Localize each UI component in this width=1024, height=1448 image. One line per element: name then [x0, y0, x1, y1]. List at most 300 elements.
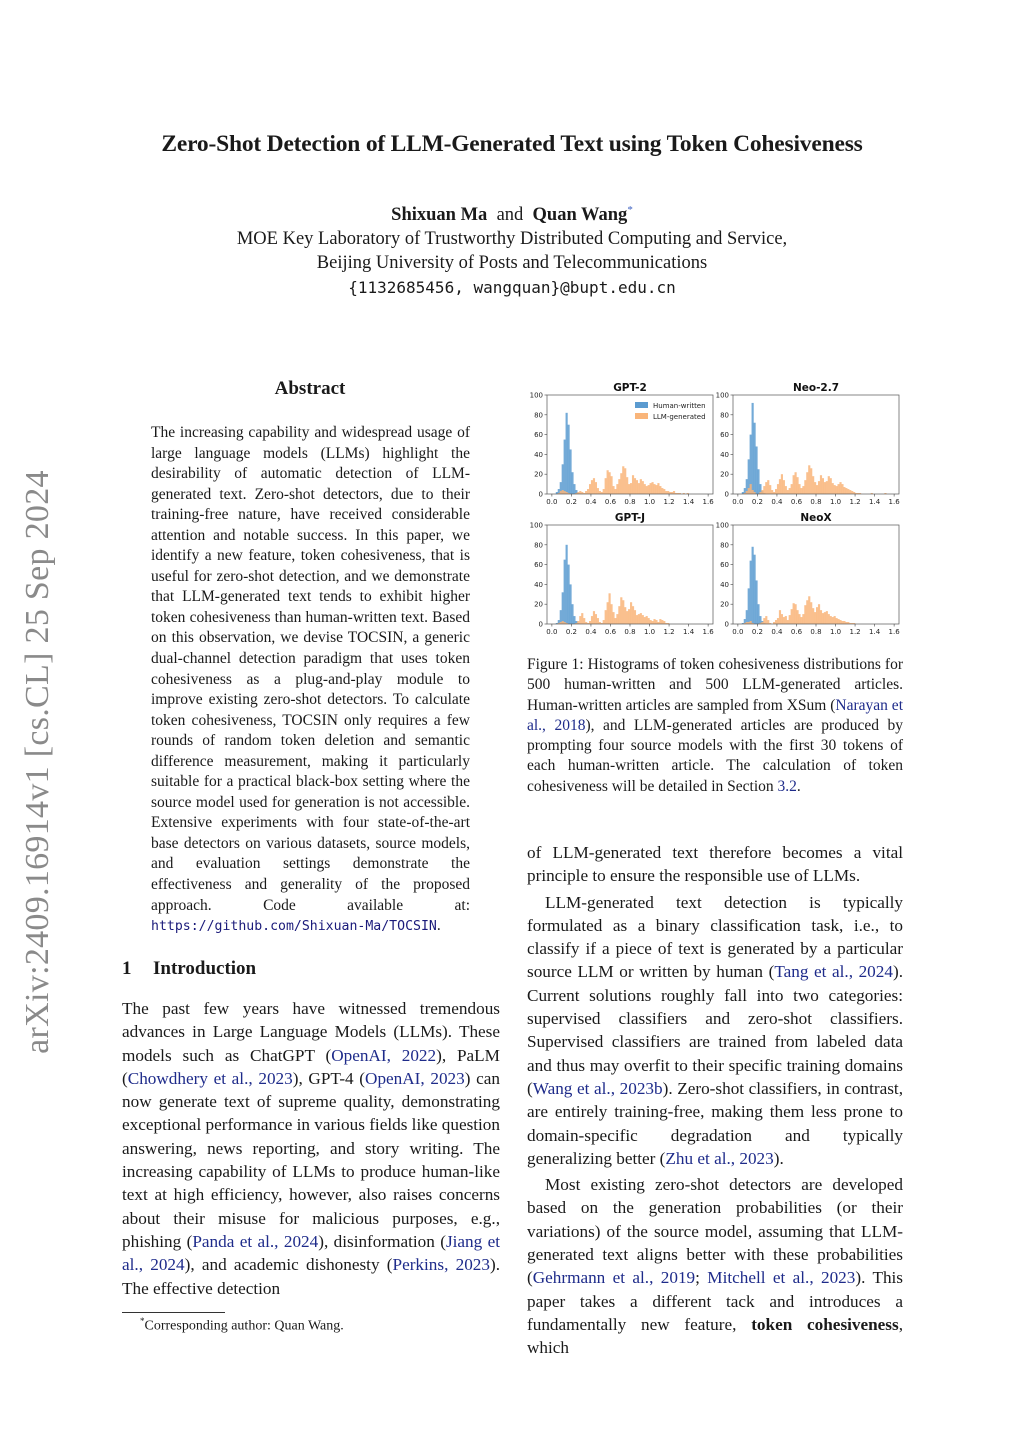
histogram-bar — [638, 483, 640, 494]
histogram-bar — [824, 482, 826, 494]
histogram-bar — [828, 476, 830, 494]
histogram-bar — [634, 610, 636, 624]
histogram-bar — [765, 482, 767, 494]
x-tick-label: 0.8 — [810, 628, 822, 636]
histogram-bar — [757, 469, 759, 494]
x-tick-label: 1.6 — [888, 628, 900, 636]
body-text: ). This paper takes a different tack and introduces a fundamentally new feature, — [527, 1268, 903, 1334]
citation-link[interactable]: Wang et al., 2023b — [532, 1078, 663, 1098]
histogram-bar — [754, 555, 756, 624]
x-tick-label: 1.4 — [869, 628, 881, 636]
histogram-bar — [628, 609, 630, 624]
histogram-bar — [746, 610, 748, 624]
body-text: Most existing zero-shot detectors are developed based on the generation probabilities (or their variations) of the source model, assuming that LLM-generated text aligns better with these probabilities ( — [527, 1175, 903, 1288]
histogram-bar — [650, 620, 652, 624]
figure-1-caption — [527, 655, 903, 797]
histogram-bar — [642, 615, 644, 624]
histogram-bar — [836, 618, 838, 624]
histogram-bar — [595, 614, 597, 624]
histogram-bar — [796, 477, 798, 494]
histogram-bar — [843, 487, 845, 494]
histogram-bar — [614, 489, 616, 494]
caption-text: Figure 1: Histograms of token cohesiveness distributions for 500 human-written and 500 LLM-generated articles. Human-written articles are sampled from XSum ( — [527, 656, 903, 714]
histogram-bar — [748, 588, 750, 624]
histogram-bar — [560, 491, 562, 494]
histogram-bar — [651, 621, 653, 624]
y-tick-label: 100 — [529, 521, 543, 530]
x-tick-label: 0.4 — [771, 498, 783, 506]
chart-title: GPT-2 — [613, 382, 647, 394]
author-emails: {1132685456, wangquan}@bupt.edu.cn — [348, 278, 676, 297]
histogram-bar — [581, 613, 583, 624]
paragraph — [527, 891, 903, 1171]
introduction-paragraph — [122, 997, 500, 1300]
histogram-bar — [589, 484, 591, 494]
histogram-bar — [759, 616, 761, 624]
histogram-bar — [616, 484, 618, 494]
histogram-bar — [636, 615, 638, 624]
histogram-panel — [530, 382, 715, 506]
histogram-bar — [765, 616, 767, 624]
y-tick-label: 80 — [720, 411, 729, 420]
x-tick-label: 1.2 — [663, 628, 675, 636]
histogram-bar — [610, 476, 612, 494]
histogram-bar — [789, 488, 791, 494]
x-tick-label: 1.0 — [829, 628, 842, 636]
histogram-bar — [785, 486, 787, 494]
histogram-bar — [566, 545, 568, 624]
histogram-bar — [746, 491, 748, 494]
histogram-bar — [808, 596, 810, 624]
x-tick-label: 1.6 — [888, 498, 900, 506]
histogram-bar — [661, 488, 663, 494]
histogram-bar — [814, 482, 816, 494]
figure-1-histograms — [527, 378, 903, 640]
citation-link[interactable]: OpenAI, 2023 — [365, 1068, 465, 1088]
histogram-bar — [841, 484, 843, 494]
histogram-bar — [663, 489, 665, 494]
abstract-heading: Abstract — [274, 378, 346, 399]
histogram-bar — [620, 597, 622, 624]
histogram-bar — [564, 491, 566, 494]
x-tick-label: 0.0 — [546, 628, 558, 636]
histogram-bar — [564, 440, 566, 494]
histogram-bar — [787, 490, 789, 494]
histogram-bar — [752, 490, 754, 494]
histogram-bar — [830, 616, 832, 624]
histogram-bar — [843, 621, 845, 624]
histogram-bar — [804, 480, 806, 494]
histogram-bar — [667, 491, 669, 494]
histogram-bar — [767, 480, 769, 494]
histogram-bar — [650, 483, 652, 494]
histogram-bar — [573, 616, 575, 624]
histogram-bar — [802, 486, 804, 494]
histogram-bar — [822, 613, 824, 624]
x-tick-label: 1.4 — [683, 498, 695, 506]
y-tick-label: 0 — [538, 490, 543, 499]
affiliation-line: MOE Key Laboratory of Trustworthy Distributed Computing and Service, — [236, 229, 788, 249]
x-tick-label: 1.4 — [683, 628, 695, 636]
histogram-bar — [644, 484, 646, 494]
histogram-bar — [837, 484, 839, 494]
citation-link[interactable]: Zhu et al., 2023 — [665, 1148, 774, 1168]
y-tick-label: 100 — [715, 391, 729, 400]
histogram-bar — [793, 475, 795, 494]
y-tick-label: 0 — [724, 620, 729, 629]
histogram-bar — [610, 604, 612, 624]
legend-swatch — [635, 413, 648, 419]
histogram-bar — [640, 479, 642, 494]
histogram-bar — [605, 478, 607, 494]
x-tick-label: 0.6 — [790, 498, 803, 506]
histogram-bar — [836, 486, 838, 494]
histogram-bar — [632, 475, 634, 494]
x-tick-label: 0.8 — [810, 498, 822, 506]
histogram-bar — [655, 620, 657, 624]
body-text: ). Zero-shot classifiers, in contrast, are entirely training-free, making them less prone to domain-specific degradation and typically generalizing better ( — [527, 1078, 903, 1168]
right-column-body — [527, 841, 903, 1360]
histogram-bar — [607, 470, 609, 494]
histogram-bar — [663, 621, 665, 624]
histogram-bar — [804, 605, 806, 624]
histogram-bar — [653, 484, 655, 494]
histogram-bar — [820, 475, 822, 494]
histogram-bar — [828, 614, 830, 624]
citation-link[interactable]: Perkins, 2023 — [392, 1255, 490, 1275]
histogram-bar — [618, 606, 620, 624]
y-tick-label: 80 — [534, 411, 543, 420]
histogram-bar — [673, 491, 675, 494]
histogram-bar — [754, 423, 756, 494]
histogram-bar — [569, 449, 571, 494]
histogram-bar — [777, 618, 779, 624]
histogram-bar — [783, 617, 785, 624]
histogram-bar — [779, 479, 781, 494]
footnote-marker-link[interactable]: * — [627, 204, 633, 216]
histogram-bar — [750, 561, 752, 624]
histogram-bar — [571, 472, 573, 494]
histogram-bar — [777, 484, 779, 494]
x-tick-label: 0.8 — [624, 498, 636, 506]
citation-link[interactable]: Jiang et al., 2024 — [122, 1231, 500, 1275]
histogram-bar — [562, 621, 564, 624]
author-name: Shixuan Ma — [391, 205, 488, 226]
histogram-bar — [568, 425, 570, 494]
histogram-bar — [591, 616, 593, 624]
y-tick-label: 40 — [534, 580, 543, 589]
histogram-bar — [618, 479, 620, 494]
histogram-bar — [779, 610, 781, 624]
histogram-bar — [583, 618, 585, 624]
histogram-bar — [568, 565, 570, 624]
y-tick-label: 20 — [534, 600, 543, 609]
histogram-bar — [597, 618, 599, 624]
histogram-bar — [634, 478, 636, 494]
x-tick-label: 0.6 — [790, 628, 803, 636]
footnote-marker: * — [140, 1316, 145, 1326]
histogram-bar — [812, 608, 814, 624]
histogram-bar — [767, 620, 769, 624]
y-tick-label: 100 — [529, 391, 543, 400]
footnote-text: Corresponding author: Quan Wang. — [144, 1318, 344, 1334]
x-tick-label: 0.2 — [565, 628, 577, 636]
histogram-bar — [750, 484, 752, 494]
citation-link[interactable]: Panda et al., 2024 — [192, 1231, 319, 1251]
histogram-bar — [646, 486, 648, 494]
chart-legend — [635, 402, 706, 421]
histogram-bar — [585, 491, 587, 494]
histogram-bar — [781, 474, 783, 494]
citation-link[interactable]: Gehrmann et al., 2019 — [532, 1268, 696, 1288]
histogram-bar — [752, 547, 754, 624]
histogram-bar — [818, 604, 820, 624]
citation-link[interactable]: Narayan et al., 2018 — [527, 696, 903, 734]
x-tick-label: 0.2 — [565, 498, 577, 506]
histogram-bar — [834, 616, 836, 624]
citation-link[interactable]: Mitchell et al., 2023 — [707, 1268, 856, 1288]
y-tick-label: 20 — [720, 470, 729, 479]
citation-link[interactable]: Chowdhery et al., 2023 — [127, 1068, 293, 1088]
histogram-bar — [830, 478, 832, 494]
histogram-bar — [802, 614, 804, 624]
histogram-bar — [755, 446, 757, 494]
histogram-bar — [834, 485, 836, 494]
y-tick-label: 40 — [720, 450, 729, 459]
histogram-bar — [659, 486, 661, 494]
body-text: ). Current solutions roughly fall into two categories: supervised classifiers and zero-shot classifiers. Supervised classifiers are trained from labeled data and thus may overfit to their specific training domains ( — [527, 962, 903, 1098]
histogram-bar — [624, 607, 626, 624]
histogram-bar — [808, 465, 810, 494]
histogram-bar — [648, 618, 650, 624]
x-tick-label: 1.2 — [663, 498, 675, 506]
x-tick-label: 0.4 — [585, 628, 597, 636]
histogram-bar — [748, 488, 750, 494]
section-number: 1 — [122, 958, 132, 979]
author-line — [0, 204, 1024, 226]
histogram-bar — [651, 482, 653, 494]
histogram-bar — [810, 468, 812, 494]
x-tick-label: 1.4 — [869, 498, 881, 506]
x-tick-label: 1.2 — [849, 628, 861, 636]
histogram-bar — [587, 489, 589, 494]
histogram-bar — [787, 620, 789, 624]
histogram-bar — [571, 604, 573, 624]
histogram-bar — [824, 612, 826, 624]
histogram-bar — [612, 612, 614, 624]
histogram-bar — [638, 614, 640, 624]
x-tick-label: 0.4 — [585, 498, 597, 506]
histogram-bar — [806, 600, 808, 624]
histogram-bar — [595, 482, 597, 494]
histogram-bar — [607, 602, 609, 624]
paragraph: of LLM-generated text therefore becomes a vital principle to ensure the responsible use of LLMs. — [527, 843, 903, 886]
chart-title: Neo-2.7 — [792, 382, 840, 394]
histogram-bar — [653, 619, 655, 624]
histogram-bar — [626, 477, 628, 494]
histogram-bar — [593, 611, 595, 624]
histogram-bar — [593, 478, 595, 494]
y-tick-label: 40 — [720, 580, 729, 589]
y-tick-label: 20 — [720, 600, 729, 609]
histogram-bar — [620, 473, 622, 494]
y-tick-label: 60 — [534, 561, 543, 570]
body-text: ), disinformation ( — [318, 1231, 446, 1251]
histogram-bar — [562, 592, 564, 624]
y-tick-label: 100 — [715, 521, 729, 530]
y-tick-label: 20 — [534, 470, 543, 479]
histogram-bar — [609, 472, 611, 494]
histogram-bar — [579, 491, 581, 494]
histogram-bar — [614, 618, 616, 624]
legend-label: Human-written — [653, 402, 706, 410]
histogram-bar — [781, 614, 783, 624]
histogram-bar — [597, 488, 599, 494]
arxiv-identifier-stamp: arXiv:2409.16914v1 [cs.CL] 25 Sep 2024 — [19, 470, 56, 1054]
footnote-divider — [122, 1312, 225, 1313]
histogram-bar — [755, 580, 757, 624]
legend-swatch — [635, 402, 648, 408]
y-tick-label: 80 — [720, 541, 729, 550]
histogram-bar — [752, 403, 754, 494]
histogram-bar — [562, 490, 564, 494]
histogram-bar — [791, 484, 793, 494]
histogram-bar — [609, 593, 611, 624]
histogram-bar — [636, 480, 638, 494]
histogram-bar — [603, 489, 605, 494]
x-tick-label: 0.0 — [732, 498, 744, 506]
chart-title: GPT-J — [614, 512, 646, 524]
x-tick-label: 1.0 — [829, 498, 842, 506]
y-tick-label: 0 — [538, 620, 543, 629]
affiliation-line: Beijing University of Posts and Telecommunications — [316, 253, 708, 273]
histogram-bar — [577, 621, 579, 624]
body-text: ). The effective detection — [122, 1255, 501, 1298]
body-text: LLM-generated text detection is typically formulated as a binary classification task, i.e., to classify if a piece of text is generated by a particular source LLM or written by human ( — [527, 892, 903, 982]
histogram-bar — [624, 468, 626, 494]
x-tick-label: 1.6 — [702, 498, 714, 506]
histogram-bar — [839, 620, 841, 624]
histogram-bar — [644, 617, 646, 624]
histogram-bar — [564, 560, 566, 624]
x-tick-label: 0.2 — [751, 498, 763, 506]
x-tick-label: 0.8 — [624, 628, 636, 636]
histogram-bar — [648, 485, 650, 494]
author-conjunction: and — [496, 205, 524, 226]
body-text: ), GPT-4 ( — [292, 1068, 366, 1088]
histogram-bar — [806, 472, 808, 494]
histogram-bar — [560, 610, 562, 624]
histogram-bar — [750, 621, 752, 624]
histogram-bar — [657, 483, 659, 494]
histogram-bar — [763, 618, 765, 624]
histogram-bar — [757, 604, 759, 624]
abstract-body — [151, 423, 470, 938]
histogram-bar — [771, 490, 773, 494]
histogram-bar — [775, 489, 777, 494]
histogram-bar — [630, 483, 632, 494]
section-reference-link[interactable]: 3.2 — [777, 777, 797, 795]
histogram-bar — [800, 617, 802, 624]
histogram-panel — [530, 512, 715, 636]
histogram-bar — [761, 490, 763, 494]
histogram-bar — [822, 478, 824, 494]
section-title: Introduction — [153, 958, 257, 979]
body-text: The past few years have witnessed tremendous advances in Large Language Models (LLMs). These models such as ChatGPT ( — [122, 999, 500, 1065]
histogram-bar — [659, 619, 661, 624]
histogram-bar — [798, 484, 800, 494]
citation-link[interactable]: OpenAI, 2022 — [331, 1045, 437, 1065]
histogram-bar — [847, 489, 849, 494]
histogram-bar — [795, 604, 797, 624]
histogram-bar — [810, 602, 812, 624]
histogram-bar — [665, 491, 667, 494]
histogram-bar — [603, 620, 605, 624]
x-tick-label: 1.0 — [643, 628, 656, 636]
histogram-bar — [849, 490, 851, 494]
histogram-bar — [628, 484, 630, 494]
histogram-bar — [795, 472, 797, 494]
abstract-text: The increasing capability and widespread usage of large language models (LLMs) highlight the desirability of automatic detection of LLM-generated text. Zero-shot detectors, due to their training-free nature, have received considerable attention and notable success. In this paper, we identify a new feature, token cohesiveness, that is useful for zero-shot detection, and we demonstrate that LLM-generated text tends to exhibit higher token cohesiveness than human-written text. Based on this observation, we devise TOCSIN, a generic dual-channel detection paradigm that uses token cohesiveness as a plug-and-play module to improve existing zero-shot detectors. To calculate token cohesiveness, TOCSIN only requires a few rounds of random token deletion and semantic difference measurement, making it particularly suitable for a practical black-box setting where the source model used for generation is not accessible. Extensive experiments with four state-of-the-art base detectors on various datasets, source models, and evaluation settings demonstrate the effectiveness and generality of the proposed approach. Code available at: — [151, 424, 470, 914]
histogram-bar — [622, 466, 624, 494]
histogram-bar — [798, 614, 800, 624]
histogram-bar — [573, 484, 575, 494]
body-text: ), PaLM ( — [122, 1045, 500, 1088]
x-tick-label: 0.6 — [604, 498, 617, 506]
paragraph — [527, 1173, 903, 1359]
histogram-bar — [632, 606, 634, 624]
author-name: Quan Wang — [532, 205, 628, 226]
histogram-bar — [763, 486, 765, 494]
histogram-bar — [789, 615, 791, 624]
histogram-bar — [820, 610, 822, 624]
y-tick-label: 60 — [720, 431, 729, 440]
histogram-bar — [845, 488, 847, 494]
code-repository-link[interactable]: https://github.com/Shixuan-Ma/TOCSIN — [151, 919, 437, 935]
histogram-bar — [812, 476, 814, 494]
punctuation: . — [436, 917, 441, 935]
section-heading-introduction — [122, 958, 256, 980]
y-tick-label: 40 — [534, 450, 543, 459]
y-tick-label: 0 — [724, 490, 729, 499]
histogram-bar — [646, 616, 648, 624]
paper-title: Zero-Shot Detection of LLM-Generated Text using Token Cohesiveness — [161, 131, 863, 157]
histogram-bar — [566, 413, 568, 494]
histogram-bar — [642, 481, 644, 494]
legend-label: LLM-generated — [653, 413, 706, 421]
body-text: ), and academic dishonesty ( — [184, 1255, 393, 1275]
histogram-bar — [785, 616, 787, 624]
chart-title: NeoX — [800, 512, 832, 524]
histogram-bar — [832, 483, 834, 494]
x-tick-label: 1.6 — [702, 628, 714, 636]
citation-link[interactable]: Tang et al., 2024 — [774, 962, 893, 982]
x-tick-label: 1.0 — [643, 498, 656, 506]
y-tick-label: 60 — [720, 561, 729, 570]
histogram-bar — [661, 620, 663, 624]
histogram-bar — [841, 621, 843, 624]
histogram-bar — [837, 619, 839, 624]
x-tick-label: 0.0 — [732, 628, 744, 636]
histogram-panel — [716, 512, 901, 636]
histogram-bar — [579, 616, 581, 624]
body-text: ; — [695, 1268, 708, 1288]
histogram-bar — [769, 485, 771, 494]
histogram-bar — [839, 482, 841, 494]
histogram-bar — [783, 480, 785, 494]
histogram-bar — [626, 611, 628, 624]
histogram-bar — [591, 480, 593, 494]
